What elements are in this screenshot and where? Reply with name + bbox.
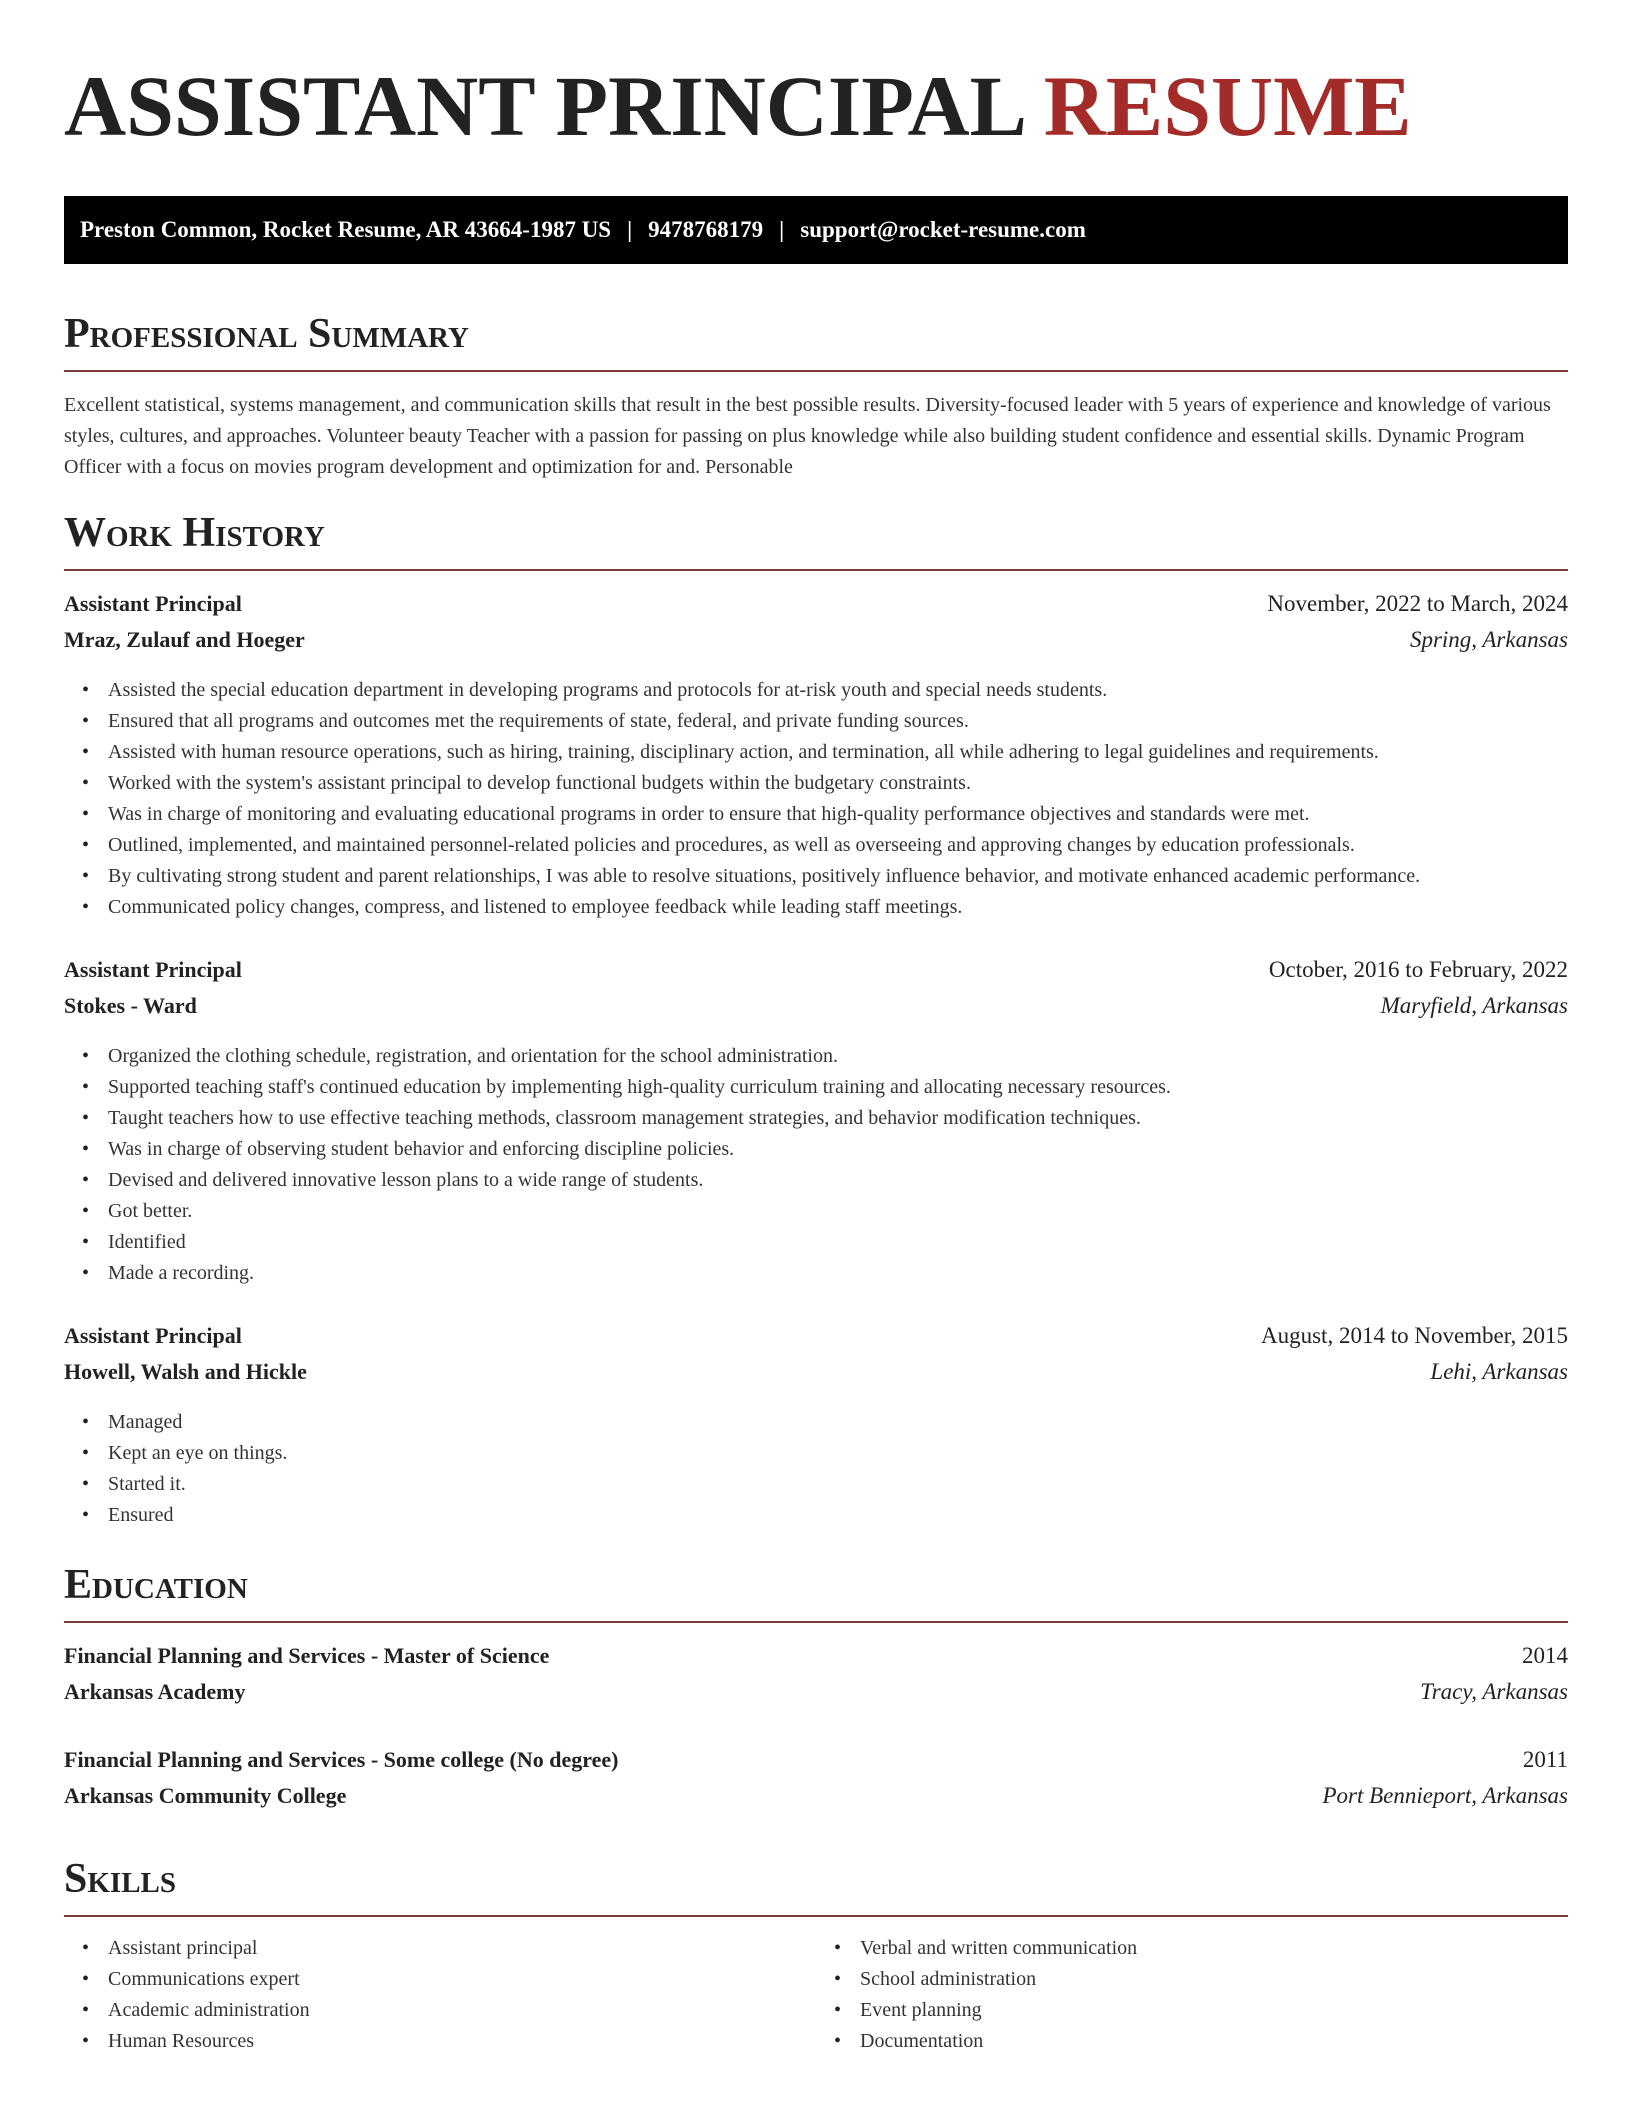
job-entry — [64, 591, 1568, 923]
skill-item: • Academic administration — [108, 1995, 816, 2026]
skill-item: • Human Resources — [108, 2026, 816, 2057]
contact-bar — [64, 196, 1568, 264]
job-bullet: • By cultivating strong student and parent relationships, I was able to resolve situations, positively influence behavior, and motivate enhanced academic performance. — [108, 861, 1568, 892]
skill-item: • Communications expert — [108, 1964, 816, 1995]
education-location: Port Bennieport, Arkansas — [1322, 1783, 1568, 1808]
skill-item: • Event planning — [860, 1995, 1568, 2026]
education-degree-row — [64, 1747, 1568, 1783]
job-bullet: • Ensured that all programs and outcomes met the requirements of state, federal, and private funding sources. — [108, 706, 1568, 737]
contact-address: Preston Common, Rocket Resume, AR 43664-1987 US — [80, 217, 612, 242]
job-title: Assistant Principal — [64, 957, 242, 982]
job-bullet: • Identified — [108, 1227, 1568, 1258]
job-bullet: • Worked with the system's assistant principal to develop functional budgets within the budgetary constraints. — [108, 768, 1568, 799]
contact-email: support@rocket-resume.com — [800, 217, 1086, 242]
skill-item: • School administration — [860, 1964, 1568, 1995]
job-bullet: • Assisted the special education department in developing programs and protocols for at-risk youth and special needs students. — [108, 675, 1568, 706]
education-year: 2011 — [1522, 1747, 1568, 1772]
job-bullet: • Ensured — [108, 1500, 1568, 1531]
work-history-heading: Work History — [64, 509, 1568, 571]
job-dates: August, 2014 to November, 2015 — [1261, 1323, 1568, 1348]
job-bullet: • Was in charge of monitoring and evaluating educational programs in order to ensure that high-quality performance objectives and standards were met. — [108, 799, 1568, 830]
education-heading: Education — [64, 1561, 1568, 1623]
job-title: Assistant Principal — [64, 591, 242, 616]
job-header-row — [64, 591, 1568, 627]
job-bullet: • Supported teaching staff's continued education by implementing high-quality curriculum training and allocating necessary resources. — [108, 1072, 1568, 1103]
contact-separator: | — [627, 217, 633, 242]
job-company-row — [64, 993, 1568, 1029]
education-school-row — [64, 1783, 1568, 1819]
skills-list-left — [64, 1933, 816, 2057]
work-history-section — [64, 509, 1568, 1531]
summary-heading: Professional Summary — [64, 310, 1568, 372]
education-school: Arkansas Academy — [64, 1679, 246, 1704]
job-bullet: • Managed — [108, 1407, 1568, 1438]
job-title: Assistant Principal — [64, 1323, 242, 1348]
education-year: 2014 — [1522, 1643, 1568, 1668]
job-bullet: • Devised and delivered innovative lesson plans to a wide range of students. — [108, 1165, 1568, 1196]
summary-text: Excellent statistical, systems management, and communication skills that result in the best possible results. Diversity-focused leader with 5 years of experience and knowledge of various styles, cultures, and approaches. Volunteer beauty Teacher with a passion for passing on plus knowledge while also building student confidence and essential skills. Dynamic Program Officer with a focus on movies program development and optimization for and. Personable — [64, 394, 1551, 478]
skill-item: • Documentation — [860, 2026, 1568, 2057]
job-location: Lehi, Arkansas — [1430, 1359, 1568, 1384]
job-entry — [64, 1323, 1568, 1531]
job-bullet: • Assisted with human resource operations, such as hiring, training, disciplinary action, and termination, all while adhering to legal guidelines and requirements. — [108, 737, 1568, 768]
job-company: Mraz, Zulauf and Hoeger — [64, 627, 305, 652]
job-bullet: • Was in charge of observing student behavior and enforcing discipline policies. — [108, 1134, 1568, 1165]
job-bullet: • Taught teachers how to use effective teaching methods, classroom management strategies, and behavior modification techniques. — [108, 1103, 1568, 1134]
job-company: Howell, Walsh and Hickle — [64, 1359, 307, 1384]
education-location: Tracy, Arkansas — [1420, 1679, 1568, 1704]
summary-section — [64, 310, 1568, 483]
education-degree: Financial Planning and Services - Some college (No degree) — [64, 1747, 619, 1772]
education-entry — [64, 1643, 1568, 1715]
job-dates: November, 2022 to March, 2024 — [1267, 591, 1568, 616]
education-entry — [64, 1747, 1568, 1819]
education-school: Arkansas Community College — [64, 1783, 347, 1808]
job-bullet: • Got better. — [108, 1196, 1568, 1227]
resume-title — [64, 0, 1568, 176]
job-bullet: • Communicated policy changes, compress, and listened to employee feedback while leading staff meetings. — [108, 892, 1568, 923]
skill-item: • Assistant principal — [108, 1933, 816, 1964]
skills-heading: Skills — [64, 1855, 1568, 1917]
skills-section — [64, 1855, 1568, 2057]
contact-separator: | — [779, 217, 785, 242]
skills-grid — [64, 1933, 1568, 2057]
job-bullets — [64, 1407, 1568, 1531]
job-company-row — [64, 627, 1568, 663]
job-dates: October, 2016 to February, 2022 — [1268, 957, 1568, 982]
education-section — [64, 1561, 1568, 1819]
job-header-row — [64, 957, 1568, 993]
job-entry — [64, 957, 1568, 1289]
skill-item: • Verbal and written communication — [860, 1933, 1568, 1964]
contact-phone: 9478768179 — [648, 217, 764, 242]
job-header-row — [64, 1323, 1568, 1359]
education-degree-row — [64, 1643, 1568, 1679]
job-bullets — [64, 675, 1568, 923]
job-bullet: • Outlined, implemented, and maintained personnel-related policies and procedures, as well as overseeing and approving changes by education professionals. — [108, 830, 1568, 861]
title-main: ASSISTANT PRINCIPAL — [64, 58, 1044, 154]
job-bullet: • Organized the clothing schedule, registration, and orientation for the school administration. — [108, 1041, 1568, 1072]
job-location: Maryfield, Arkansas — [1380, 993, 1568, 1018]
education-school-row — [64, 1679, 1568, 1715]
job-bullet: • Started it. — [108, 1469, 1568, 1500]
education-degree: Financial Planning and Services - Master of Science — [64, 1643, 550, 1668]
job-bullets — [64, 1041, 1568, 1289]
job-bullet: • Made a recording. — [108, 1258, 1568, 1289]
skills-list-right — [816, 1933, 1568, 2057]
job-company-row — [64, 1359, 1568, 1395]
job-location: Spring, Arkansas — [1409, 627, 1568, 652]
job-company: Stokes - Ward — [64, 993, 197, 1018]
title-accent: RESUME — [1043, 58, 1412, 154]
job-bullet: • Kept an eye on things. — [108, 1438, 1568, 1469]
